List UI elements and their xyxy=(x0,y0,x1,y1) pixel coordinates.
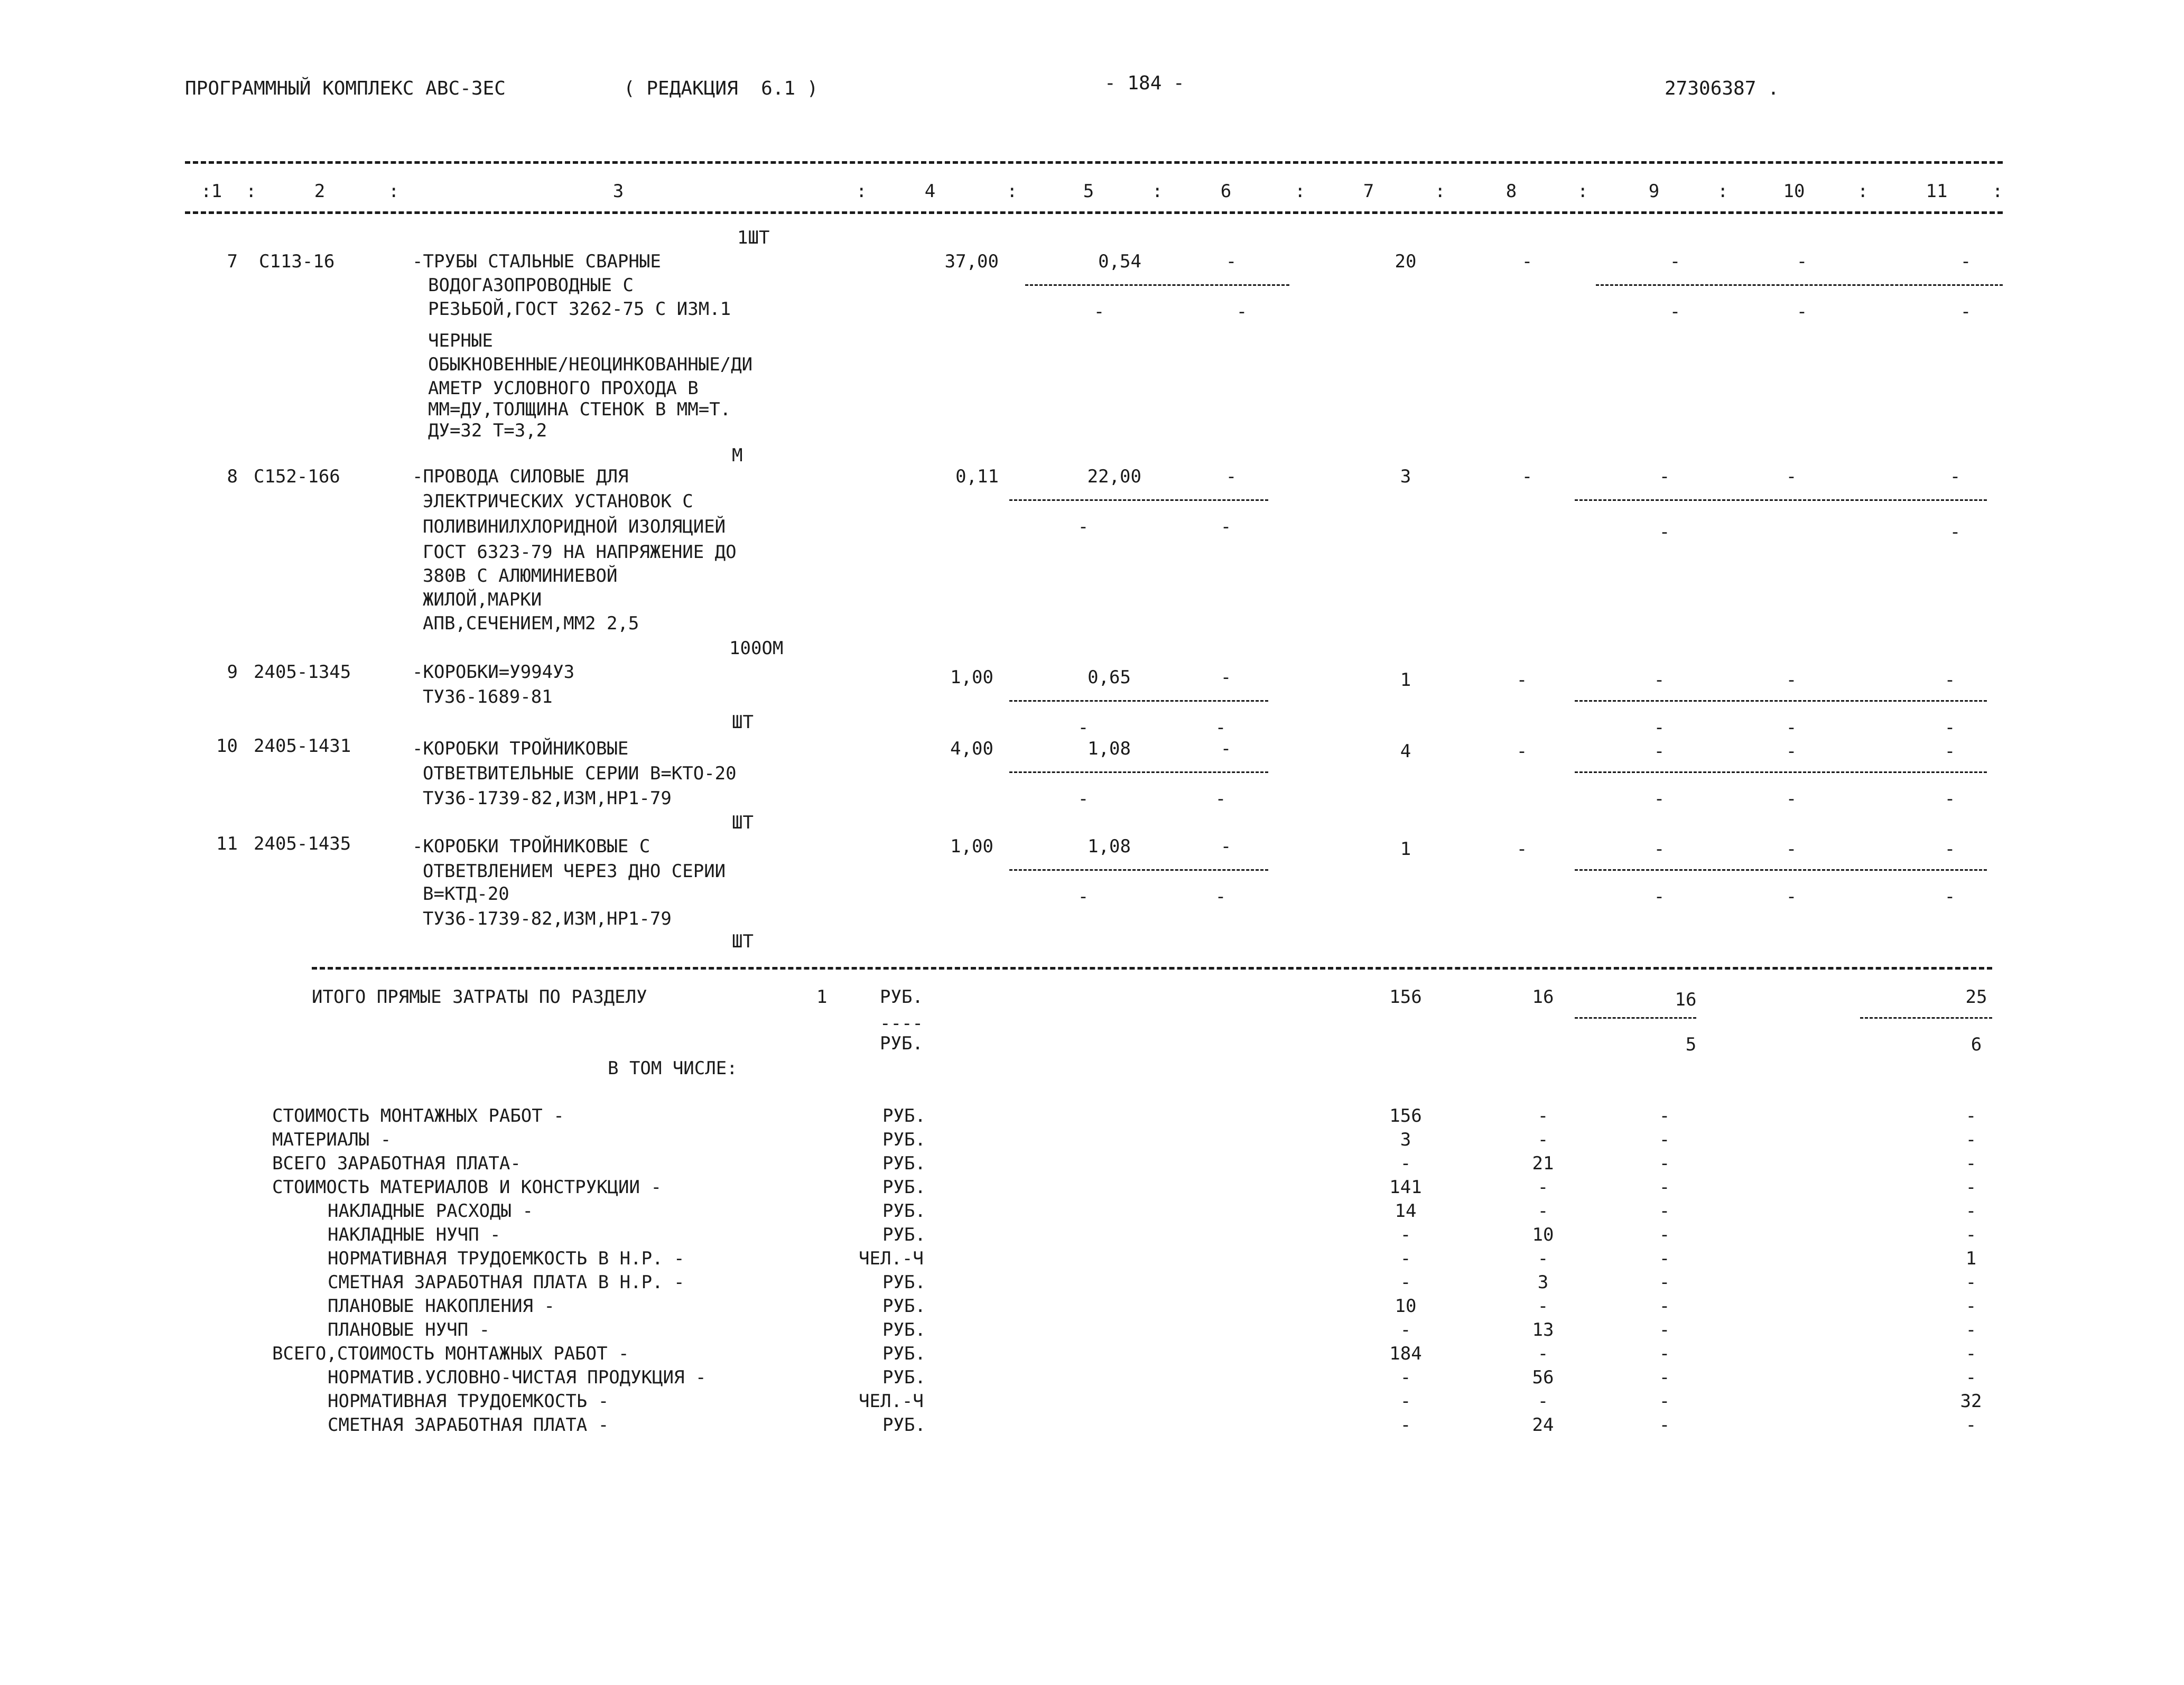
breakdown-label: СМЕТНАЯ ЗАРАБОТНАЯ ПЛАТА В Н.Р. - xyxy=(328,1272,685,1293)
description-line: ТУ36-1689-81 xyxy=(423,686,553,707)
cell-col8: - xyxy=(1516,839,1528,860)
breakdown-c9: - xyxy=(1659,1391,1670,1412)
cell-sub: - xyxy=(1944,717,1956,738)
breakdown-label: ВСЕГО,СТОИМОСТЬ МОНТАЖНЫХ РАБОТ - xyxy=(272,1343,629,1364)
breakdown-unit: РУБ. xyxy=(882,1319,926,1340)
cell-sub: - xyxy=(1215,886,1226,907)
cell-col11: - xyxy=(1944,741,1956,762)
breakdown-unit: РУБ. xyxy=(882,1414,926,1436)
breakdown-c9: - xyxy=(1659,1177,1670,1198)
breakdown-c7: - xyxy=(1400,1248,1411,1269)
total-col9: 16 xyxy=(1675,989,1697,1010)
resource-code: С113-16 xyxy=(259,251,335,272)
description-line: АМЕТР УСЛОВНОГО ПРОХОДА В xyxy=(428,378,699,399)
breakdown-label: ПЛАНОВЫЕ НУЧП - xyxy=(328,1319,490,1340)
cell-rule xyxy=(1009,771,1268,773)
cell-col9: - xyxy=(1653,741,1665,762)
breakdown-c8: - xyxy=(1537,1343,1549,1364)
description-line: ПОЛИВИНИЛХЛОРИДНОЙ ИЗОЛЯЦИЕЙ xyxy=(423,516,726,537)
breakdown-label: НОРМАТИВНАЯ ТРУДОЕМКОСТЬ - xyxy=(328,1391,609,1412)
col-header-7: 7 xyxy=(1363,181,1374,202)
resource-code: 2405-1431 xyxy=(254,736,351,757)
breakdown-c8: 10 xyxy=(1532,1224,1554,1245)
cell-rule xyxy=(1575,1017,1696,1019)
cell-sub: - xyxy=(1093,301,1105,322)
cell-rule xyxy=(1860,1017,1992,1019)
cell-sub: - xyxy=(1944,788,1956,809)
breakdown-label: СТОИМОСТЬ МОНТАЖНЫХ РАБОТ - xyxy=(272,1105,564,1127)
breakdown-c7: - xyxy=(1400,1224,1411,1245)
breakdown-unit: РУБ. xyxy=(882,1296,926,1317)
description-line: ОТВЕТВЛЕНИЕМ ЧЕРЕЗ ДНО СЕРИИ xyxy=(423,861,726,882)
cell-rule xyxy=(1575,499,1987,501)
page-number: - 184 - xyxy=(1104,72,1185,94)
description-line: ОТВЕТВИТЕЛЬНЫЕ СЕРИИ В=КТО-20 xyxy=(423,763,737,784)
description-line: ЭЛЕКТРИЧЕСКИХ УСТАНОВОК С xyxy=(423,491,693,512)
cell-sub: - xyxy=(1669,301,1681,322)
breakdown-c8: 3 xyxy=(1537,1272,1549,1293)
breakdown-c11: - xyxy=(1965,1343,1977,1364)
breakdown-c11: - xyxy=(1965,1414,1977,1436)
breakdown-c11: - xyxy=(1965,1129,1977,1150)
cell-col10: - xyxy=(1786,741,1797,762)
breakdown-unit: РУБ. xyxy=(882,1200,926,1222)
breakdown-label: НАКЛАДНЫЕ РАСХОДЫ - xyxy=(328,1200,533,1222)
breakdown-c9: - xyxy=(1659,1319,1670,1340)
section-number: 1 xyxy=(816,986,828,1008)
description-line: ГОСТ 6323-79 НА НАПРЯЖЕНИЕ ДО xyxy=(423,542,737,563)
unit-price: 1,08 xyxy=(1088,836,1131,857)
total-col7: 156 xyxy=(1389,986,1422,1008)
quantity: 4,00 xyxy=(950,738,993,759)
cell-col8: - xyxy=(1516,669,1528,691)
resource-code: 2405-1345 xyxy=(254,662,351,683)
description-line: ДУ=32 Т=3,2 xyxy=(428,420,547,441)
description-line: -ТРУБЫ СТАЛЬНЫЕ СВАРНЫЕ xyxy=(412,251,661,272)
breakdown-label: СМЕТНАЯ ЗАРАБОТНАЯ ПЛАТА - xyxy=(328,1414,609,1436)
breakdown-unit: ЧЕЛ.-Ч xyxy=(859,1248,924,1269)
cell-col6: - xyxy=(1220,836,1232,857)
description-line: ЧЕРНЫЕ xyxy=(428,330,493,351)
cell-sub: - xyxy=(1215,788,1226,809)
cell-col9: - xyxy=(1659,466,1670,487)
col-header-11: 11 xyxy=(1926,181,1948,202)
breakdown-c8: - xyxy=(1537,1296,1549,1317)
description-line: ЖИЛОЙ,МАРКИ xyxy=(423,589,542,610)
breakdown-c7: 141 xyxy=(1389,1177,1422,1198)
cell-rule xyxy=(1009,499,1268,501)
col-header-9: 9 xyxy=(1648,181,1660,202)
total-col9-sub: 5 xyxy=(1685,1034,1697,1055)
cell-col8: - xyxy=(1521,466,1533,487)
unit-label: 100ОМ xyxy=(729,638,784,659)
row-number: 8 xyxy=(227,466,238,487)
description-line: В=КТД-20 xyxy=(423,883,509,905)
cell-sub: - xyxy=(1653,788,1665,809)
cell-sub: - xyxy=(1077,717,1089,738)
col-header-8: 8 xyxy=(1505,181,1517,202)
col-header-2: 2 xyxy=(314,181,326,202)
quantity: 1,00 xyxy=(950,836,993,857)
breakdown-c7: - xyxy=(1400,1319,1411,1340)
cell-rule xyxy=(1009,869,1268,871)
description-line: -КОРОБКИ=У994У3 xyxy=(412,662,575,683)
cell-sub: - xyxy=(1215,717,1226,738)
unit-rule: ---- xyxy=(880,1013,923,1034)
totals-label: ИТОГО ПРЯМЫЕ ЗАТРАТЫ ПО РАЗДЕЛУ xyxy=(312,986,647,1008)
breakdown-unit: РУБ. xyxy=(882,1272,926,1293)
breakdown-c8: - xyxy=(1537,1248,1549,1269)
breakdown-c7: 156 xyxy=(1389,1105,1422,1127)
table-top-rule xyxy=(185,161,2003,164)
resource-code: С152-166 xyxy=(254,466,340,487)
unit-label: ШТ xyxy=(732,712,754,733)
breakdown-unit: РУБ. xyxy=(882,1367,926,1388)
cell-col10: - xyxy=(1786,669,1797,691)
cell-sub: - xyxy=(1796,301,1808,322)
cell-col7: 20 xyxy=(1395,251,1417,272)
including-label: В ТОМ ЧИСЛЕ: xyxy=(608,1058,738,1079)
breakdown-c7: 184 xyxy=(1389,1343,1422,1364)
breakdown-label: НАКЛАДНЫЕ НУЧП - xyxy=(328,1224,501,1245)
breakdown-c7: 14 xyxy=(1395,1200,1417,1222)
cell-sub: - xyxy=(1077,788,1089,809)
description-line: ВОДОГАЗОПРОВОДНЫЕ С xyxy=(428,275,634,296)
breakdown-c11: - xyxy=(1965,1224,1977,1245)
description-line: -ПРОВОДА СИЛОВЫЕ ДЛЯ xyxy=(412,466,629,487)
breakdown-c8: 56 xyxy=(1532,1367,1554,1388)
cell-sub: - xyxy=(1786,788,1797,809)
breakdown-c9: - xyxy=(1659,1414,1670,1436)
breakdown-unit: РУБ. xyxy=(882,1129,926,1150)
unit-label: ШТ xyxy=(732,812,754,833)
cell-sub: - xyxy=(1653,886,1665,907)
cell-sub: - xyxy=(1236,301,1248,322)
breakdown-c11: 32 xyxy=(1960,1391,1982,1412)
unit-price: 22,00 xyxy=(1087,466,1141,487)
breakdown-c7: - xyxy=(1400,1367,1411,1388)
breakdown-c11: - xyxy=(1965,1319,1977,1340)
unit-price: 1,08 xyxy=(1088,738,1131,759)
col-header-1: 1 xyxy=(211,181,222,202)
cell-col8: - xyxy=(1521,251,1533,272)
breakdown-c8: - xyxy=(1537,1177,1549,1198)
description-line: АПВ,СЕЧЕНИЕМ,ММ2 2,5 xyxy=(423,613,639,634)
breakdown-c7: - xyxy=(1400,1391,1411,1412)
breakdown-c9: - xyxy=(1659,1367,1670,1388)
cell-rule xyxy=(1575,700,1987,702)
col-header-6: 6 xyxy=(1220,181,1232,202)
cell-col11: - xyxy=(1944,669,1956,691)
unit-label: РУБ. xyxy=(880,986,923,1008)
breakdown-c8: 13 xyxy=(1532,1319,1554,1340)
breakdown-c11: - xyxy=(1965,1105,1977,1127)
description-line: РЕЗЬБОЙ,ГОСТ 3262-75 С ИЗМ.1 xyxy=(428,299,731,320)
breakdown-c8: - xyxy=(1537,1129,1549,1150)
table-header-bottom-rule xyxy=(185,211,2003,214)
cell-col11: - xyxy=(1949,466,1961,487)
cell-rule xyxy=(1575,771,1987,773)
breakdown-c8: - xyxy=(1537,1200,1549,1222)
cell-col11: - xyxy=(1944,839,1956,860)
breakdown-unit: ЧЕЛ.-Ч xyxy=(859,1391,924,1412)
quantity: 0,11 xyxy=(955,466,999,487)
description-line: ММ=ДУ,ТОЛЩИНА СТЕНОК В ММ=Т. xyxy=(428,399,731,420)
row-number: 7 xyxy=(227,251,238,272)
breakdown-c9: - xyxy=(1659,1153,1670,1174)
unit-price: 0,54 xyxy=(1098,251,1141,272)
breakdown-c11: - xyxy=(1965,1153,1977,1174)
resource-code: 2405-1435 xyxy=(254,833,351,854)
breakdown-label: ПЛАНОВЫЕ НАКОПЛЕНИЯ - xyxy=(328,1296,555,1317)
cell-sub: - xyxy=(1077,886,1089,907)
col-header-4: 4 xyxy=(924,181,936,202)
breakdown-unit: РУБ. xyxy=(882,1153,926,1174)
total-col11-sub: 6 xyxy=(1971,1034,1982,1055)
cell-sub: - xyxy=(1786,717,1797,738)
unit-price: 0,65 xyxy=(1088,667,1131,688)
breakdown-c9: - xyxy=(1659,1200,1670,1222)
breakdown-c9: - xyxy=(1659,1129,1670,1150)
breakdown-c8: - xyxy=(1537,1391,1549,1412)
totals-rule xyxy=(312,967,1992,970)
breakdown-c11: - xyxy=(1965,1177,1977,1198)
col-header-5: 5 xyxy=(1083,181,1094,202)
cell-col7: 1 xyxy=(1400,669,1411,691)
cell-col6: - xyxy=(1225,251,1237,272)
cell-rule xyxy=(1575,869,1987,871)
cell-sub: - xyxy=(1944,886,1956,907)
breakdown-c7: 3 xyxy=(1400,1129,1411,1150)
cell-col6: - xyxy=(1225,466,1237,487)
breakdown-c9: - xyxy=(1659,1272,1670,1293)
breakdown-label: СТОИМОСТЬ МАТЕРИАЛОВ И КОНСТРУКЦИИ - xyxy=(272,1177,662,1198)
row-number: 11 xyxy=(216,833,238,854)
unit-label: ШТ xyxy=(732,931,754,952)
description-line: 380В С АЛЮМИНИЕВОЙ xyxy=(423,565,618,587)
cell-rule xyxy=(1025,284,1289,286)
breakdown-c7: 10 xyxy=(1395,1296,1417,1317)
breakdown-unit: РУБ. xyxy=(882,1177,926,1198)
unit-label: РУБ. xyxy=(880,1033,923,1054)
total-col8: 16 xyxy=(1532,986,1554,1008)
breakdown-c11: 1 xyxy=(1965,1248,1977,1269)
cell-sub: - xyxy=(1077,516,1089,537)
description-line: -КОРОБКИ ТРОЙНИКОВЫЕ xyxy=(412,738,629,759)
edition-label: ( РЕДАКЦИЯ 6.1 ) xyxy=(624,78,819,99)
breakdown-label: НОРМАТИВНАЯ ТРУДОЕМКОСТЬ В Н.Р. - xyxy=(328,1248,685,1269)
breakdown-unit: РУБ. xyxy=(882,1224,926,1245)
cell-col7: 4 xyxy=(1400,741,1411,762)
breakdown-label: НОРМАТИВ.УСЛОВНО-ЧИСТАЯ ПРОДУКЦИЯ - xyxy=(328,1367,707,1388)
breakdown-label: МАТЕРИАЛЫ - xyxy=(272,1129,392,1150)
program-name: ПРОГРАММНЫЙ КОМПЛЕКС АВС-3ЕС xyxy=(185,78,506,99)
cell-col9: - xyxy=(1653,669,1665,691)
cell-sub: - xyxy=(1220,516,1232,537)
breakdown-label: ВСЕГО ЗАРАБОТНАЯ ПЛАТА- xyxy=(272,1153,521,1174)
breakdown-c7: - xyxy=(1400,1272,1411,1293)
total-col11: 25 xyxy=(1965,986,1987,1008)
breakdown-c7: - xyxy=(1400,1153,1411,1174)
breakdown-c11: - xyxy=(1965,1272,1977,1293)
cell-sub: - xyxy=(1786,886,1797,907)
document-code: 27306387 . xyxy=(1665,78,1779,99)
cell-col10: - xyxy=(1786,466,1797,487)
row-number: 10 xyxy=(216,736,238,757)
cell-col8: - xyxy=(1516,741,1528,762)
breakdown-unit: РУБ. xyxy=(882,1343,926,1364)
cell-col6: - xyxy=(1220,667,1232,688)
description-line: ОБЫКНОВЕННЫЕ/НЕОЦИНКОВАННЫЕ/ДИ xyxy=(428,354,753,375)
cell-sub: - xyxy=(1659,522,1670,543)
breakdown-c11: - xyxy=(1965,1200,1977,1222)
cell-sub: - xyxy=(1949,522,1961,543)
cell-rule xyxy=(1596,284,2003,286)
quantity: 37,00 xyxy=(944,251,999,272)
cell-col7: 1 xyxy=(1400,839,1411,860)
unit-label: 1ШТ xyxy=(737,227,770,248)
col-header-10: 10 xyxy=(1783,181,1805,202)
col-header-3: 3 xyxy=(612,181,624,202)
breakdown-c8: 24 xyxy=(1532,1414,1554,1436)
cell-col6: - xyxy=(1220,738,1232,759)
cell-col10: - xyxy=(1796,251,1808,272)
cell-col9: - xyxy=(1669,251,1681,272)
description-line: -КОРОБКИ ТРОЙНИКОВЫЕ С xyxy=(412,836,650,857)
breakdown-c8: - xyxy=(1537,1105,1549,1127)
description-line: ТУ36-1739-82,ИЗМ,НР1-79 xyxy=(423,788,672,809)
breakdown-c9: - xyxy=(1659,1296,1670,1317)
unit-label: М xyxy=(732,445,743,466)
description-line: ТУ36-1739-82,ИЗМ,НР1-79 xyxy=(423,908,672,929)
breakdown-c9: - xyxy=(1659,1248,1670,1269)
breakdown-unit: РУБ. xyxy=(882,1105,926,1127)
cell-rule xyxy=(1009,700,1268,702)
row-number: 9 xyxy=(227,662,238,683)
breakdown-c9: - xyxy=(1659,1105,1670,1127)
cell-sub: - xyxy=(1960,301,1972,322)
cell-col9: - xyxy=(1653,839,1665,860)
cell-col11: - xyxy=(1960,251,1972,272)
breakdown-c8: 21 xyxy=(1532,1153,1554,1174)
breakdown-c11: - xyxy=(1965,1296,1977,1317)
breakdown-c11: - xyxy=(1965,1367,1977,1388)
quantity: 1,00 xyxy=(950,667,993,688)
cell-sub: - xyxy=(1653,717,1665,738)
cell-col7: 3 xyxy=(1400,466,1411,487)
breakdown-c7: - xyxy=(1400,1414,1411,1436)
cell-col10: - xyxy=(1786,839,1797,860)
breakdown-c9: - xyxy=(1659,1224,1670,1245)
breakdown-c9: - xyxy=(1659,1343,1670,1364)
